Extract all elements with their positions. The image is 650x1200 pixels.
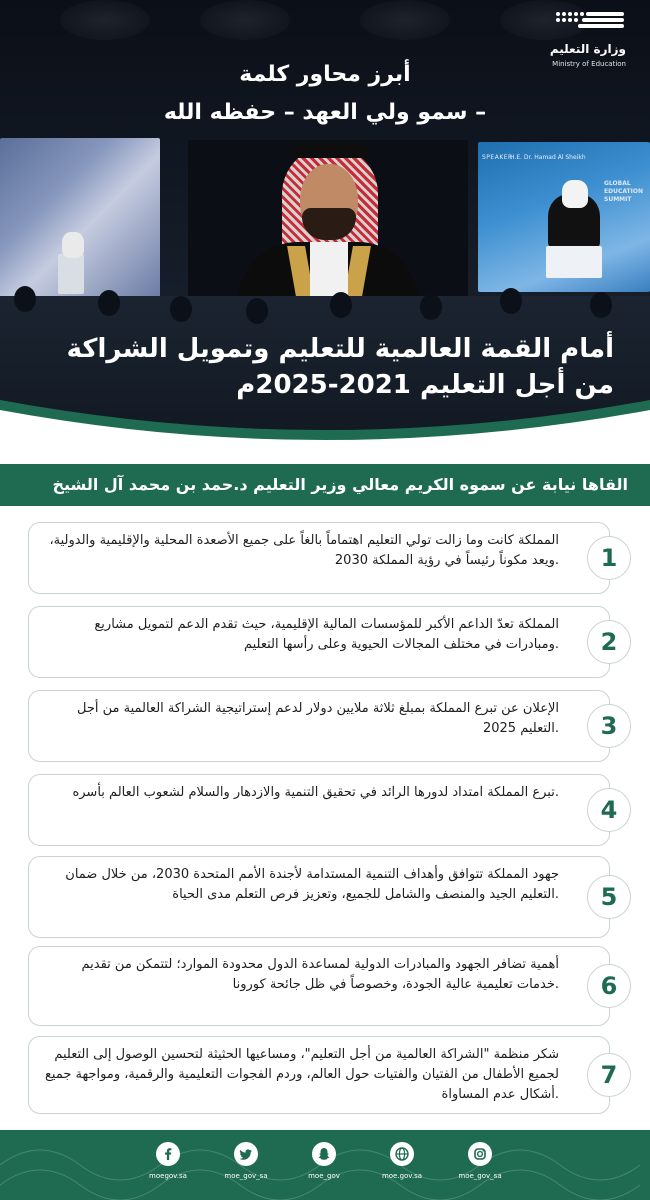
audience-head bbox=[590, 292, 612, 318]
item-text: أهمية تضافر الجهود والمبادرات الدولية لمساعدة الدول محدودة الموارد؛ لتتمكن من تقديم خدمات تعليمية عالية الجودة، وخصوصاً في ظل جائحة كورونا. bbox=[81, 957, 559, 992]
social-handle: moe_gov_sa bbox=[224, 1172, 268, 1180]
screen-right-text: GLOBAL EDUCATION SUMMIT bbox=[604, 180, 643, 203]
list-item bbox=[28, 856, 618, 938]
item-number-badge: 6 bbox=[587, 964, 631, 1008]
social-snapchat[interactable] bbox=[289, 1142, 359, 1180]
hero-heading-line-3: أمام القمة العالمية للتعليم وتمويل الشراكة bbox=[66, 334, 614, 364]
list-item bbox=[28, 690, 618, 762]
item-text: جهود المملكة تتوافق وأهداف التنمية المستدامة لأجندة الأمم المتحدة 2030، من خلال ضمان التعليم الجيد والمنصف والشامل للجميع، وتعزيز فرص التعلم مدى الحياة. bbox=[65, 867, 559, 902]
audience-head bbox=[170, 296, 192, 322]
list-item bbox=[28, 946, 618, 1026]
item-number-badge: 1 bbox=[587, 536, 631, 580]
stage-light bbox=[360, 0, 450, 40]
item-number-badge: 3 bbox=[587, 704, 631, 748]
facebook-icon bbox=[156, 1142, 180, 1166]
ministry-logo bbox=[506, 10, 626, 66]
globe-icon bbox=[390, 1142, 414, 1166]
speaker-tag: SPEAKER bbox=[482, 154, 513, 161]
audience-head bbox=[14, 286, 36, 312]
stage-light bbox=[200, 0, 290, 40]
twitter-icon bbox=[234, 1142, 258, 1166]
delivered-by-banner: القاها نيابة عن سموه الكريم معالي وزير التعليم د.حمد بن محمد آل الشيخ bbox=[0, 464, 650, 506]
social-facebook[interactable] bbox=[133, 1142, 203, 1180]
left-speaker-figure bbox=[62, 232, 84, 258]
instagram-icon bbox=[468, 1142, 492, 1166]
social-website[interactable] bbox=[367, 1142, 437, 1180]
social-handle: moe.gov.sa bbox=[381, 1172, 423, 1180]
item-text: المملكة تعدّ الداعم الأكبر للمؤسسات المالية الإقليمية، حيث تقدم الدعم لتمويل مشاريع ومبادرات في مختلف المجالات الحيوية وعلى رأسها التعليم. bbox=[94, 617, 559, 652]
item-text: تبرع المملكة امتداد لدورها الرائد في تحقيق التنمية والازدهار والسلام لشعوب العالم بأسره. bbox=[72, 785, 559, 800]
stage-light bbox=[60, 0, 150, 40]
social-twitter[interactable] bbox=[211, 1142, 281, 1180]
curve-divider bbox=[0, 400, 650, 440]
item-text: شكر منظمة "الشراكة العالمية من أجل التعليم"، ومساعيها الحثيثة لتحسين الوصول إلى التعليم لجميع الأطفال من الفتيان والفتيات حول العالم، وردم الفجوات التعليمية والرقمية، ومواجهة جميع أشكال عدم المساواة. bbox=[45, 1047, 560, 1102]
social-handle: moe_gov_sa bbox=[458, 1172, 502, 1180]
right-speaker-headscarf bbox=[562, 180, 588, 208]
hero-section bbox=[0, 0, 650, 440]
audience-head bbox=[330, 292, 352, 318]
logo-text-arabic: وزارة التعليم bbox=[549, 42, 626, 56]
list-item bbox=[28, 1036, 618, 1114]
audience-head bbox=[500, 288, 522, 314]
left-podium bbox=[58, 254, 84, 294]
hero-heading-line-4: من أجل التعليم 2021-2025م bbox=[236, 370, 614, 400]
item-number-badge: 4 bbox=[587, 788, 631, 832]
audience-head bbox=[420, 294, 442, 320]
speaker-name: H.E. Dr. Hamad Al Sheikh bbox=[510, 154, 586, 161]
hero-heading-line-2: سمو ولي العهد – حفظه الله – bbox=[163, 100, 487, 125]
list-item bbox=[28, 522, 618, 594]
item-text: الإعلان عن تبرع المملكة بمبلغ ثلاثة ملايين دولار لدعم إستراتيجية الشراكة العالمية من أجل التعليم 2025. bbox=[76, 701, 559, 736]
social-handle: moe_gov bbox=[308, 1172, 340, 1180]
logo-text-english: Ministry of Education bbox=[552, 60, 626, 68]
hero-heading-line-1: أبرز محاور كلمة bbox=[239, 62, 411, 87]
item-number-badge: 7 bbox=[587, 1053, 631, 1097]
social-instagram[interactable] bbox=[445, 1142, 515, 1180]
item-number-badge: 2 bbox=[587, 620, 631, 664]
item-number-badge: 5 bbox=[587, 875, 631, 919]
item-text: المملكة كانت وما زالت تولي التعليم اهتماماً بالغاً على جميع الأصعدة المحلية والإقليمية والدولية، ويعد مكوناً رئيساً في رؤية المملكة 2030. bbox=[49, 533, 559, 568]
list-item bbox=[28, 774, 618, 846]
speaker-portrait bbox=[238, 138, 418, 298]
snapchat-icon bbox=[312, 1142, 336, 1166]
agal bbox=[290, 144, 370, 158]
list-item bbox=[28, 606, 618, 678]
social-handle: moegov.sa bbox=[149, 1172, 187, 1180]
right-podium bbox=[546, 246, 602, 278]
audience-head bbox=[246, 298, 268, 324]
logo-mark-icon bbox=[554, 10, 626, 32]
audience-head bbox=[98, 290, 120, 316]
footer bbox=[0, 1130, 650, 1200]
